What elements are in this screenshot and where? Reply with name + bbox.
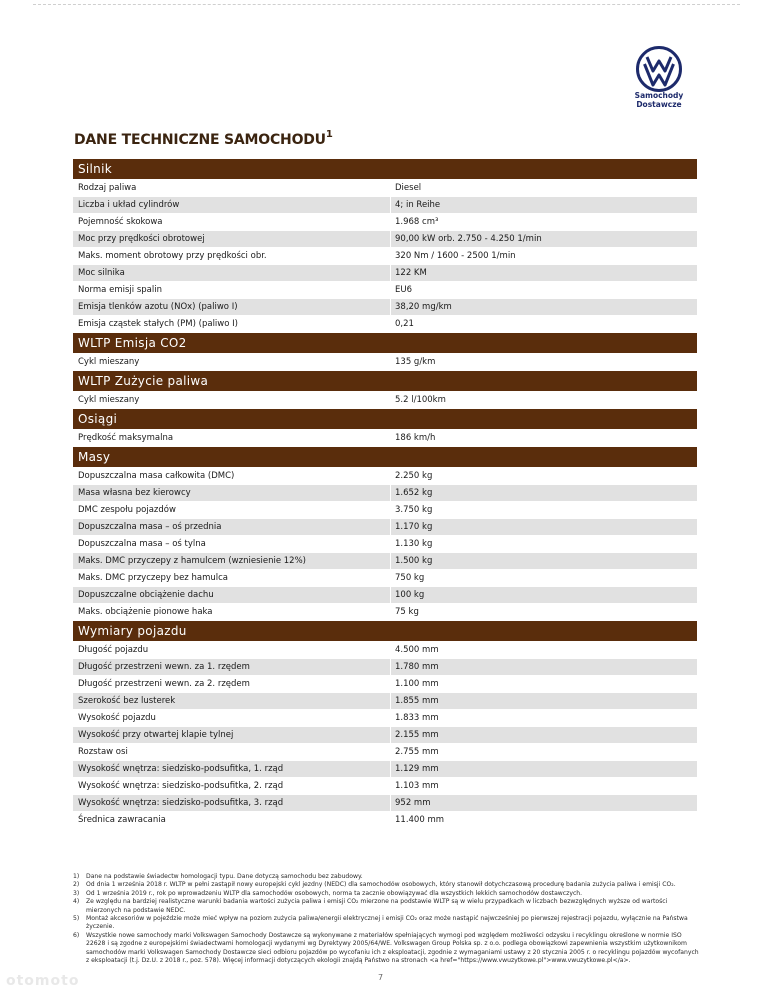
title-footnote-ref: 1 (325, 129, 333, 140)
section-osiagi-header: Osiągi (73, 409, 697, 429)
spec-row (73, 778, 697, 794)
spec-label: Cykl mieszany (78, 395, 140, 405)
footnote-number: 1) (73, 873, 80, 880)
spec-label: Prędkość maksymalna (78, 433, 174, 443)
footnote-number: 6) (73, 931, 80, 939)
spec-row (73, 553, 697, 569)
spec-value: 952 mm (390, 795, 697, 811)
spec-value: 1.129 mm (390, 761, 697, 777)
spec-label: Cykl mieszany (78, 357, 140, 367)
spec-row (73, 761, 697, 777)
spec-row (73, 354, 697, 370)
footnote (73, 932, 699, 966)
spec-row (73, 468, 697, 484)
spec-label: Wysokość wnętrza: siedzisko-podsufitka, 3. rząd (78, 798, 284, 808)
section-silnik-header: Silnik (73, 159, 697, 179)
page-number: 7 (378, 973, 384, 982)
spec-label: Emisja tlenków azotu (NOx) (paliwo I) (78, 302, 238, 312)
spec-value: 1.103 mm (390, 778, 697, 794)
spec-row (73, 693, 697, 709)
section-wymiary-header: Wymiary pojazdu (73, 621, 697, 641)
spec-row (73, 676, 697, 692)
spec-value: 4.500 mm (390, 642, 697, 658)
spec-value: Diesel (390, 180, 697, 196)
spec-row (73, 282, 697, 298)
spec-label: Wysokość wnętrza: siedzisko-podsufitka, 2. rząd (78, 781, 284, 791)
spec-label: Maks. DMC przyczepy bez hamulca (78, 573, 228, 583)
spec-label: Wysokość pojazdu (78, 713, 156, 723)
spec-label: Dopuszczalna masa – oś tylna (78, 539, 206, 549)
spec-label: Dopuszczalna masa całkowita (DMC) (78, 471, 235, 481)
spec-label: Emisja cząstek stałych (PM) (paliwo I) (78, 319, 238, 329)
footnote-text: Ze względu na bardziej realistyczne warunki badania wartości zużycia paliwa i emisji CO₂ mierzone na podstawie WLTP są w wielu przypadkach w liczbach bezwzględnych wyższe od wartości mierzonych na podstawie NEDC. (86, 898, 668, 914)
spec-value: 1.968 cm³ (390, 214, 697, 230)
brand-name (612, 91, 706, 109)
watermark: otomoto (6, 973, 80, 989)
spec-label: Masa własna bez kierowcy (78, 488, 191, 498)
spec-value: 2.250 kg (390, 468, 697, 484)
spec-value: 1.780 mm (390, 659, 697, 675)
spec-label: Maks. moment obrotowy przy prędkości obr. (78, 251, 267, 261)
spec-row (73, 795, 697, 811)
spec-value: 2.155 mm (390, 727, 697, 743)
spec-row (73, 197, 697, 213)
spec-row (73, 744, 697, 760)
brand-line-1: Samochody (634, 91, 684, 100)
spec-value: 2.755 mm (390, 744, 697, 760)
spec-value: 90,00 kW orb. 2.750 - 4.250 1/min (390, 231, 697, 247)
spec-value: 1.652 kg (390, 485, 697, 501)
spec-row (73, 316, 697, 332)
spec-value: 4; in Reihe (390, 197, 697, 213)
spec-value: 75 kg (390, 604, 697, 620)
spec-row (73, 180, 697, 196)
spec-label: Moc przy prędkości obrotowej (78, 234, 205, 244)
spec-value: 1.500 kg (390, 553, 697, 569)
spec-label: Wysokość przy otwartej klapie tylnej (78, 730, 234, 740)
brand-line-2: Dostawcze (636, 100, 682, 109)
spec-label: Maks. DMC przyczepy z hamulcem (wzniesienie 12%) (78, 556, 306, 566)
spec-table (73, 159, 697, 829)
spec-value: 1.170 kg (390, 519, 697, 535)
spec-value: 100 kg (390, 587, 697, 603)
spec-value: 1.833 mm (390, 710, 697, 726)
spec-value: 38,20 mg/km (390, 299, 697, 315)
footnotes (73, 873, 699, 965)
footnote (73, 881, 699, 889)
spec-label: Maks. obciążenie pionowe haka (78, 607, 213, 617)
spec-label: Szerokość bez lusterek (78, 696, 176, 706)
spec-label: Rozstaw osi (78, 747, 128, 757)
spec-value: 750 kg (390, 570, 697, 586)
spec-value: 122 KM (390, 265, 697, 281)
spec-row (73, 502, 697, 518)
spec-value: 135 g/km (390, 354, 697, 370)
spec-row (73, 519, 697, 535)
spec-value: 11.400 mm (390, 812, 697, 828)
spec-label: Norma emisji spalin (78, 285, 162, 295)
spec-row (73, 214, 697, 230)
footnote (73, 915, 699, 932)
spec-value: 320 Nm / 1600 - 2500 1/min (390, 248, 697, 264)
spec-label: Wysokość wnętrza: siedzisko-podsufitka, 1. rząd (78, 764, 284, 774)
spec-row (73, 430, 697, 446)
spec-row (73, 392, 697, 408)
spec-row (73, 485, 697, 501)
spec-row (73, 659, 697, 675)
spec-label: Rodzaj paliwa (78, 183, 137, 193)
spec-label: Długość przestrzeni wewn. za 1. rzędem (78, 662, 250, 672)
spec-value: 1.130 kg (390, 536, 697, 552)
spec-value: 3.750 kg (390, 502, 697, 518)
section-wltp-zuzycie-header: WLTP Zużycie paliwa (73, 371, 697, 391)
spec-row (73, 265, 697, 281)
spec-row (73, 587, 697, 603)
spec-row (73, 231, 697, 247)
spec-row (73, 248, 697, 264)
spec-row (73, 642, 697, 658)
top-dashed-rule (33, 4, 740, 5)
footnote (73, 898, 699, 915)
footnote-text: Od dnia 1 września 2018 r. WLTP w pełni zastąpił nowy europejski cykl jezdny (NEDC) dla samochodów osobowych, który stanowił dotychczasową procedurę badania zużycia paliwa i emisji CO₂. (86, 881, 676, 889)
spec-label: Długość pojazdu (78, 645, 149, 655)
spec-row (73, 536, 697, 552)
footnote-text: Montaż akcesoriów w pojeździe może mieć wpływ na poziom zużycia paliwa/energii elektrycznej i emisji CO₂ oraz może nastąpić najwcześniej po pierwszej rejestracji pojazdu, wyłącznie na Państwa życzenie. (86, 915, 688, 931)
spec-row (73, 570, 697, 586)
page-title-text: DANE TECHNICZNE SAMOCHODU (74, 132, 326, 148)
footnote-text: Od 1 września 2019 r., rok po wprowadzeniu WLTP dla samochodów osobowych, norma ta zacznie obowiązywać dla wszystkich lekkich samochodów dostawczych. (86, 889, 583, 897)
footnote-number: 3) (73, 889, 80, 897)
spec-row (73, 812, 697, 828)
spec-value: 1.855 mm (390, 693, 697, 709)
footnote-text: Wszystkie nowe samochody marki Volkswagen Samochody Dostawcze są wykonywane z materiałów spełniających wymogi pod względem możliwości odzysku i recyklingu określone w normie ISO 22628 i są zgodne z europejskimi świadectwami homologacji wydanymi wg Dyrektywy 2005/64/WE. Volkswagen Group Polska sp. z o.o. podlega obowiązkowi zapewnienia wszystkim użytkownikom samochodów marki Volkswagen Samochody Dostawcze sieci odbioru pojazdów po wycofaniu ich z eksploatacji, zgodnie z wymaganiami ustawy z 20 stycznia 2005 r. o recyklingu pojazdów wycofanych z eksploatacji (t.j. Dz.U. z 2018 r., poz. 578). Więcej informacji dotyczących ekologii znajdą Państwo na stronach <a href="https://www.vwuzytkowe.pl">www.vwuzytkowe.pl</a>. (86, 931, 699, 965)
spec-value: 0,21 (390, 316, 697, 332)
footnote (73, 890, 699, 898)
spec-value: EU6 (390, 282, 697, 298)
spec-label: Dopuszczalne obciążenie dachu (78, 590, 214, 600)
spec-row (73, 727, 697, 743)
footnote-number: 5) (73, 915, 80, 923)
spec-label: Średnica zawracania (78, 815, 166, 825)
spec-label: Długość przestrzeni wewn. za 2. rzędem (78, 679, 250, 689)
vw-logo-icon (636, 46, 682, 92)
spec-label: DMC zespołu pojazdów (78, 505, 176, 515)
spec-label: Liczba i układ cylindrów (78, 200, 180, 210)
spec-label: Moc silnika (78, 268, 125, 278)
spec-value: 5.2 l/100km (390, 392, 697, 408)
footnote-number: 2) (73, 881, 80, 889)
spec-row (73, 299, 697, 315)
section-masy-header: Masy (73, 447, 697, 467)
spec-label: Dopuszczalna masa – oś przednia (78, 522, 222, 532)
spec-row (73, 710, 697, 726)
section-wltp-emisja-header: WLTP Emisja CO2 (73, 333, 697, 353)
footnote-number: 4) (73, 898, 80, 906)
footnote-text: Dane na podstawie świadectw homologacji typu. Dane dotyczą samochodu bez zabudowy. (86, 873, 363, 880)
spec-row (73, 604, 697, 620)
spec-value: 186 km/h (390, 430, 697, 446)
spec-value: 1.100 mm (390, 676, 697, 692)
page-title (74, 129, 333, 148)
spec-label: Pojemność skokowa (78, 217, 163, 227)
